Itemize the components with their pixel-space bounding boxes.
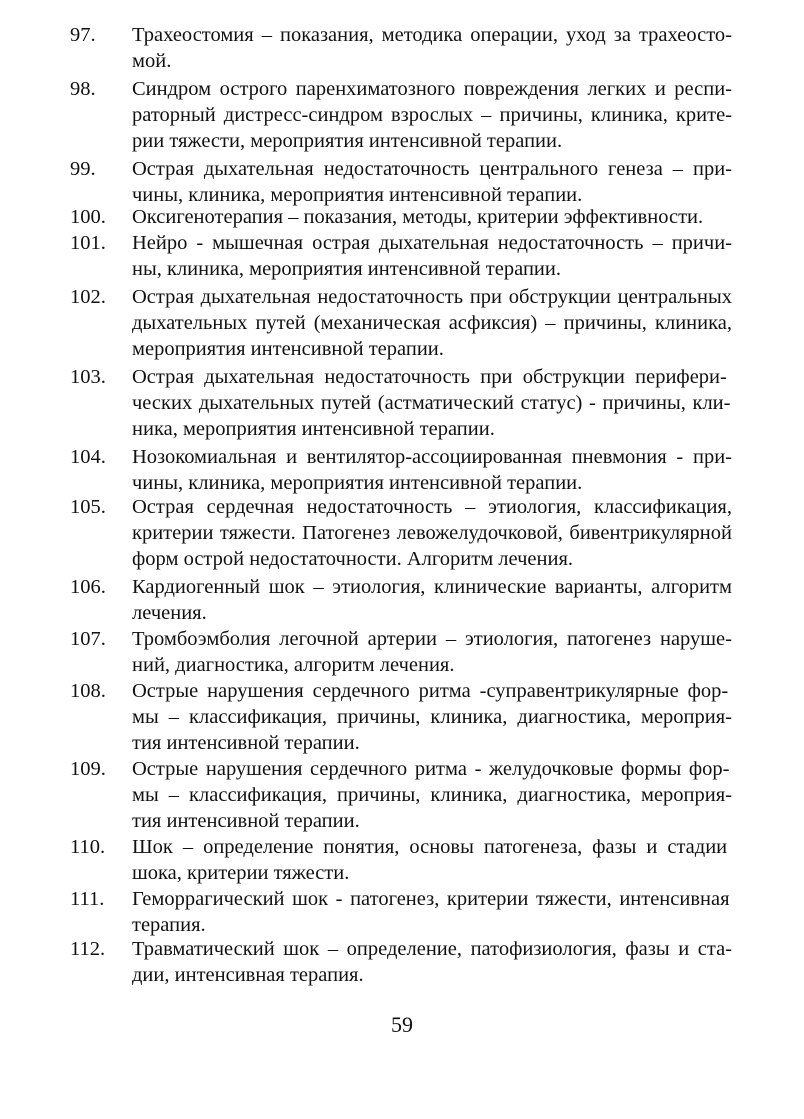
item-text-line: Острая дыхательная недостаточность при обструкции центральных [132, 286, 732, 308]
item-number: 109. [70, 758, 106, 780]
item-number: 97. [70, 24, 96, 46]
item-text [132, 756, 732, 834]
item-number: 112. [70, 938, 106, 960]
item-number: 105. [70, 496, 106, 518]
item-text-line: рии тяжести, мероприятия интенсивной терапии. [132, 130, 563, 152]
item-text-line: форм острой недостаточности. Алгоритм лечения. [132, 548, 574, 570]
item-text-line: терапия. [132, 914, 206, 936]
item-text-line: раторный дистресс-синдром взрослых – причины, клиника, крите- [132, 104, 732, 126]
item-text-line: ны, клиника, мероприятия интенсивной терапии. [132, 258, 561, 280]
item-number: 108. [70, 680, 106, 702]
item-text [132, 444, 732, 496]
item-text-line: Острые нарушения сердечного ритма - желудочковые формы фор- [132, 758, 730, 780]
item-text [132, 936, 732, 988]
item-number: 104. [70, 446, 106, 468]
item-text-line: Травматический шок – определение, патофизиология, фазы и ста- [132, 938, 732, 960]
item-text [132, 678, 732, 756]
item-text [132, 626, 732, 678]
item-text [132, 574, 732, 626]
item-text-line: тия интенсивной терапии. [132, 732, 360, 754]
item-text-line: Нозокомиальная и вентилятор-ассоциированная пневмония - при- [132, 446, 732, 468]
item-number: 98. [70, 78, 96, 100]
item-number: 107. [70, 628, 106, 650]
item-text-line: дыхательных путей (механическая асфиксия) – причины, клиника, [132, 312, 732, 334]
item-text-line: чины, клиника, мероприятия интенсивной терапии. [132, 184, 583, 206]
item-text [132, 230, 732, 282]
item-text-line: Синдром острого паренхиматозного повреждения легких и респи- [132, 78, 732, 100]
item-text-line: Острые нарушения сердечного ритма -суправентрикулярные фор- [132, 680, 729, 702]
item-text-line: мы – классификация, причины, клиника, диагностика, мероприя- [132, 706, 732, 728]
item-text [132, 364, 732, 442]
item-text-line: критерии тяжести. Патогенез левожелудочковой, бивентрикулярной [132, 522, 732, 544]
item-text-line: мы – классификация, причины, клиника, диагностика, мероприя- [132, 784, 732, 806]
item-text [132, 204, 732, 230]
item-number: 103. [70, 366, 106, 388]
item-number: 99. [70, 158, 96, 180]
item-text-line: лечения. [132, 602, 207, 624]
item-text-line: шока, критерии тяжести. [132, 862, 350, 884]
item-number: 101. [70, 232, 106, 254]
item-text [132, 834, 732, 886]
item-text-line: ческих дыхательных путей (астматический статус) - причины, кли- [132, 392, 731, 414]
item-text [132, 156, 732, 208]
item-number: 100. [70, 206, 106, 228]
item-number: 102. [70, 286, 106, 308]
item-text-line: тия интенсивной терапии. [132, 810, 360, 832]
item-text-line: мой. [132, 50, 172, 72]
item-text-line: Оксигенотерапия – показания, методы, критерии эффективности. [132, 206, 704, 228]
item-text [132, 284, 732, 362]
item-text-line: чины, клиника, мероприятия интенсивной терапии. [132, 472, 583, 494]
item-text [132, 886, 732, 938]
item-text-line: мероприятия интенсивной терапии. [132, 338, 444, 360]
item-number: 110. [70, 836, 106, 858]
item-text-line: Острая сердечная недостаточность – этиология, классификация, [132, 496, 732, 518]
item-text-line: Шок – определение понятия, основы патогенеза, фазы и стадии [132, 836, 728, 858]
item-text-line: дии, интенсивная терапия. [132, 964, 364, 986]
item-text-line: Трахеостомия – показания, методика операции, уход за трахеосто- [132, 24, 732, 46]
item-text-line: Нейро - мышечная острая дыхательная недостаточность – причи- [132, 232, 732, 254]
item-text-line: ника, мероприятия интенсивной терапии. [132, 418, 495, 440]
item-text-line: Острая дыхательная недостаточность центрального генеза – при- [132, 158, 732, 180]
item-text-line: Тромбоэмболия легочной артерии – этиология, патогенез наруше- [132, 628, 732, 650]
item-text-line: Кардиогенный шок – этиология, клинические варианты, алгоритм [132, 576, 732, 598]
item-number: 111. [70, 888, 105, 910]
item-text [132, 76, 732, 154]
item-text-line: Острая дыхательная недостаточность при обструкции перифери- [132, 366, 727, 388]
item-text-line: ний, диагностика, алгоритм лечения. [132, 654, 455, 676]
page-number: 59 [391, 1012, 413, 1037]
item-text [132, 494, 732, 572]
item-number: 106. [70, 576, 106, 598]
item-text [132, 22, 732, 74]
item-text-line: Геморрагический шок - патогенез, критерии тяжести, интенсивная [132, 888, 730, 910]
